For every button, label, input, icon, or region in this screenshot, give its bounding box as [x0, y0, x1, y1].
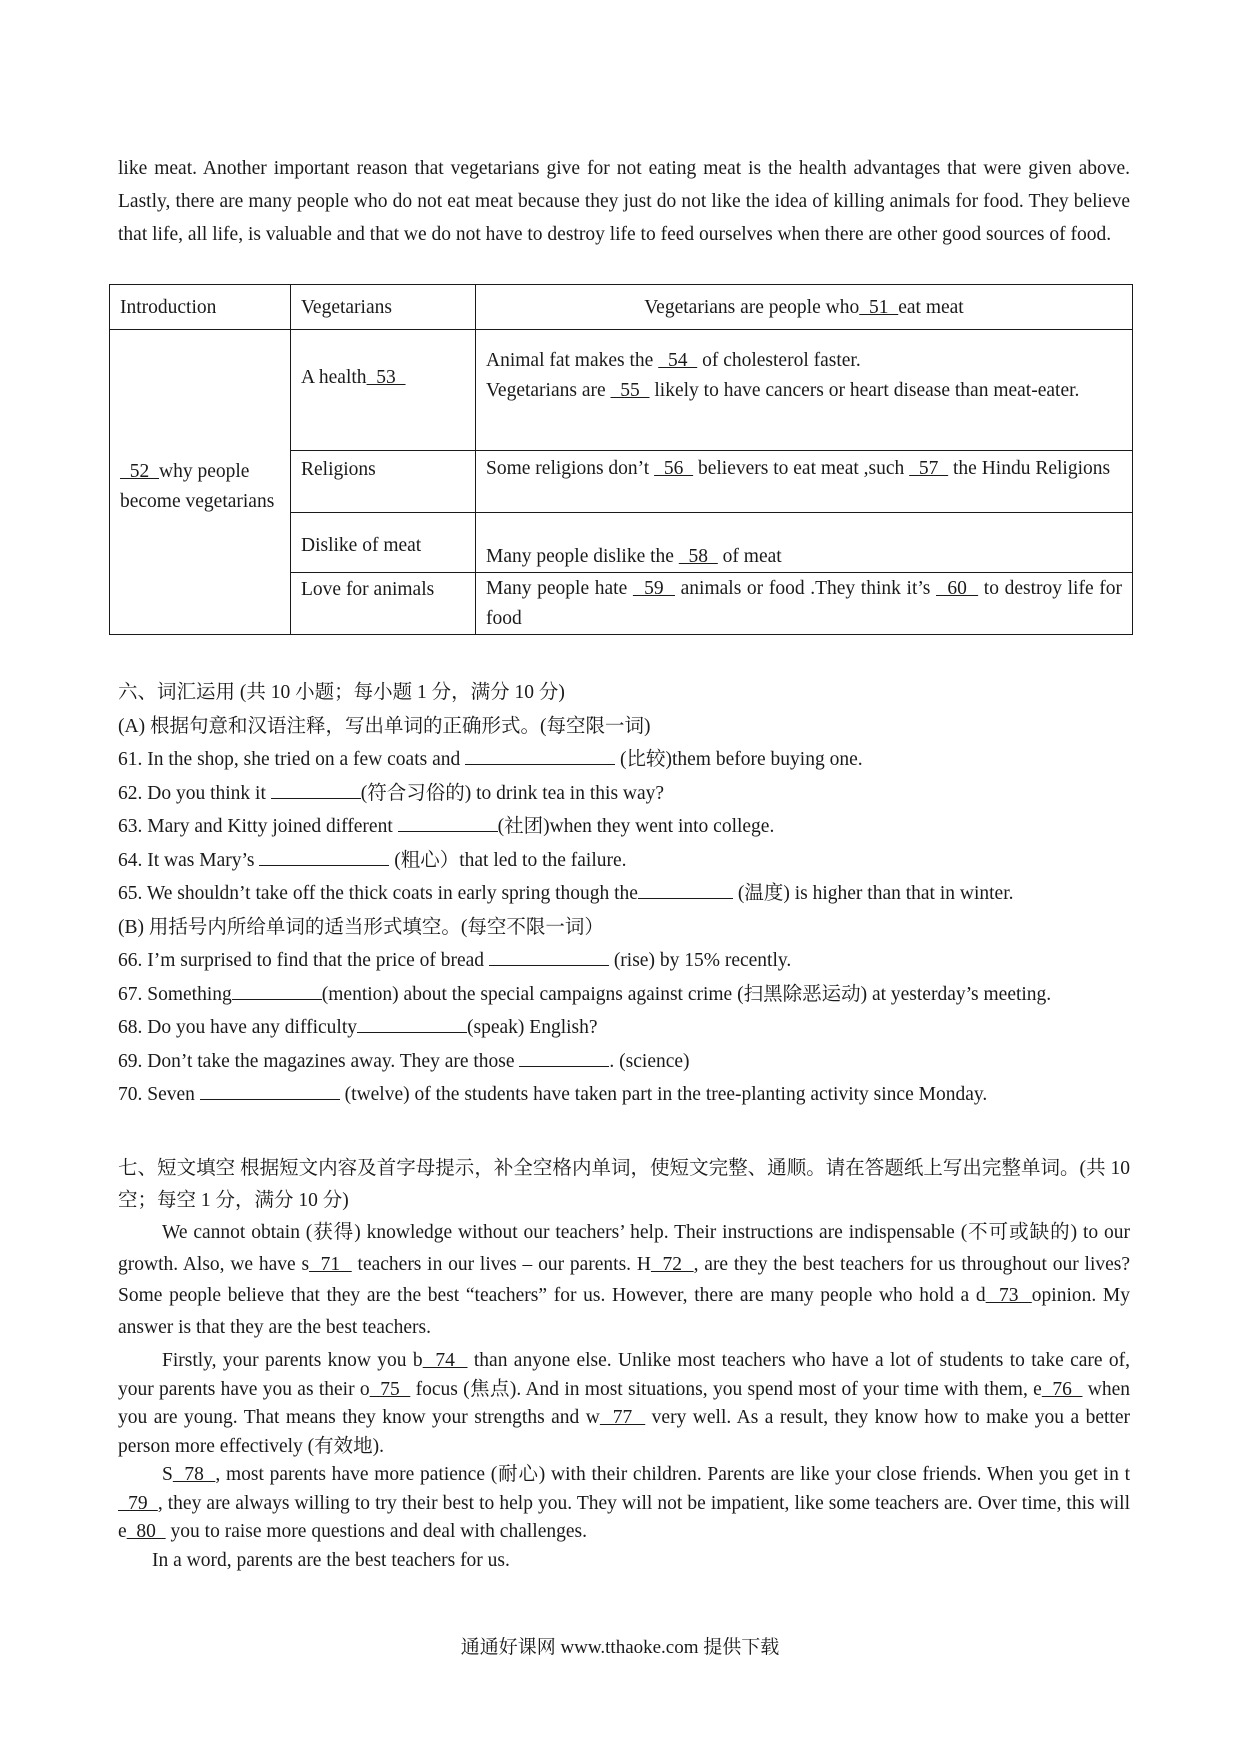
cell-definition — [476, 285, 1133, 330]
question-63: 63. Mary and Kitty joined different (社团)when they went into college. — [118, 810, 1130, 844]
cell-dislike-detail — [476, 513, 1133, 573]
blank-72: 72 — [650, 1253, 694, 1275]
blank-80: 80 — [126, 1521, 166, 1542]
question-68: 68. Do you have any difficulty (speak) English? — [118, 1011, 1130, 1045]
love-post: to destroy life for food — [486, 578, 1123, 629]
blank-52: 52 — [120, 461, 159, 482]
blank-60: 60 — [936, 578, 979, 599]
blank-71: 71 — [309, 1253, 352, 1275]
cell-religions-detail — [476, 451, 1133, 513]
blank-74: 74 — [422, 1350, 468, 1371]
blank-76: 76 — [1041, 1378, 1083, 1400]
table-row — [110, 285, 1133, 330]
blank-53: 53 — [366, 367, 406, 388]
health-line2-post: likely to have cancers or heart disease than meat-eater. — [649, 380, 1080, 401]
section-six-heading: 六、词汇运用 (共 10 小题；每小题 1 分，满分 10 分) — [118, 682, 565, 703]
cell-love-detail — [476, 573, 1133, 635]
question-65: 65. We shouldn’t take off the thick coats in early spring though the (温度) is higher than that in winter. — [118, 877, 1130, 911]
cell-reasons — [110, 330, 291, 635]
definition-text-post: eat meat — [898, 297, 964, 318]
blank-51: 51 — [859, 297, 899, 318]
question-64: 64. It was Mary’s (粗心）that led to the failure. — [118, 844, 1130, 878]
cell-dislike: Dislike of meat — [291, 513, 476, 573]
question-70: 70. Seven (twelve) of the students have taken part in the tree-planting activity since Monday. — [118, 1078, 1130, 1112]
health-pre: A health — [301, 367, 367, 388]
passage-paragraph-3: S 78 , most parents have more patience (耐心) with their children. Parents are like your close friends. When you get in t 79 , they are always willing to try their best to help you. They will not be impatient, like some teachers are. Over time, this will e 80 you to raise more questions and deal with challenges. — [118, 1464, 1130, 1542]
religions-post: the Hindu Religions — [948, 458, 1111, 479]
page-footer: 通通好课网 www.tthaoke.com 提供下载 — [460, 1637, 780, 1658]
cell-religions: Religions — [291, 451, 476, 513]
blank-75: 75 — [369, 1378, 411, 1400]
blank-56: 56 — [654, 458, 694, 479]
document-page — [118, 152, 1131, 1571]
question-67: 67. Something (mention) about the special campaigns against crime (扫黑除恶运动) at yesterday’s meeting. — [118, 978, 1130, 1012]
religions-mid: believers to eat meat ,such — [693, 458, 910, 479]
health-line1-post: of cholesterol faster. — [697, 350, 861, 371]
cell-health-detail — [476, 330, 1133, 451]
dislike-pre: Many people dislike the — [486, 546, 679, 567]
passage-paragraph-1: We cannot obtain (获得) knowledge without our teachers’ help. Their instructions are indispensable (不可或缺的) to our growth. Also, we have s 71 teachers in our lives – our parents. H 72 , are they the best teachers for us throughout our lives? Some people believe that they are the best “teachers” for us. However, there are many people who hold a d 73 opinion. My answer is that they are the best teachers. — [118, 1222, 1131, 1338]
cell-vegetarians: Vegetarians — [291, 285, 476, 330]
blank-79: 79 — [118, 1492, 158, 1514]
cell-introduction: Introduction — [110, 285, 291, 330]
blank-58: 58 — [678, 546, 718, 567]
vegetarian-table — [109, 284, 1133, 635]
reasons-post: why people become vegetarians — [120, 461, 275, 512]
religions-pre: Some religions don’t — [486, 458, 655, 479]
cell-love: Love for animals — [291, 573, 476, 635]
blank-55: 55 — [610, 380, 650, 401]
definition-text-pre: Vegetarians are people who — [644, 297, 860, 318]
blank-73: 73 — [985, 1285, 1032, 1306]
passage-paragraph-4: In a word, parents are the best teachers for us. — [152, 1549, 510, 1571]
question-66: 66. I’m surprised to find that the price of bread (rise) by 15% recently. — [118, 944, 1130, 978]
blank-78: 78 — [172, 1464, 216, 1485]
section-seven-heading: 七、短文填空 根据短文内容及首字母提示，补全空格内单词，使短文完整、通顺。请在答题纸上写出完整单词。(共 10 空；每空 1 分，满分 10 分) — [118, 1158, 1130, 1211]
table-row — [110, 330, 1133, 451]
intro-paragraph: like meat. Another important reason that vegetarians give for not eating meat is the health advantages that were given above. Lastly, there are many people who do not eat meat because they just do not like the idea of killing animals for food. They believe that life, all life, is valuable and that we do not have to destroy life to feed ourselves when there are other good sources of food. — [118, 158, 1130, 245]
section-six — [118, 676, 1130, 1112]
health-line1-pre: Animal fat makes the — [486, 350, 659, 371]
love-pre: Many people hate — [486, 578, 633, 599]
cell-health — [291, 330, 476, 451]
blank-57: 57 — [909, 458, 949, 479]
question-69: 69. Don’t take the magazines away. They are those . (science) — [118, 1045, 1130, 1079]
blank-77: 77 — [599, 1407, 646, 1428]
blank-54: 54 — [658, 350, 698, 371]
question-62: 62. Do you think it (符合习俗的) to drink tea in this way? — [118, 777, 1130, 811]
passage-paragraph-2: Firstly, your parents know you b 74 than anyone else. Unlike most teachers who have a lot of students to take care of, your parents have you as their o 75 focus (焦点). And in most situations, you spend most of your time with them, e 76 when you are young. That means they know your strengths and w 77 very well. As a result, they know how to make you a better person more effectively (有效地). — [118, 1350, 1131, 1457]
part-a-instruction: (A) 根据句意和汉语注释，写出单词的正确形式。(每空限一词) — [118, 715, 651, 737]
health-line2-pre: Vegetarians are — [486, 380, 611, 401]
part-b-instruction: (B) 用括号内所给单词的适当形式填空。(每空不限一词） — [118, 916, 604, 938]
dislike-post: of meat — [717, 546, 782, 567]
blank-59: 59 — [632, 578, 675, 599]
love-mid: animals or food .They think it’s — [674, 578, 937, 599]
question-61: 61. In the shop, she tried on a few coats and (比较)them before buying one. — [118, 743, 1130, 777]
section-seven — [118, 1153, 1130, 1575]
